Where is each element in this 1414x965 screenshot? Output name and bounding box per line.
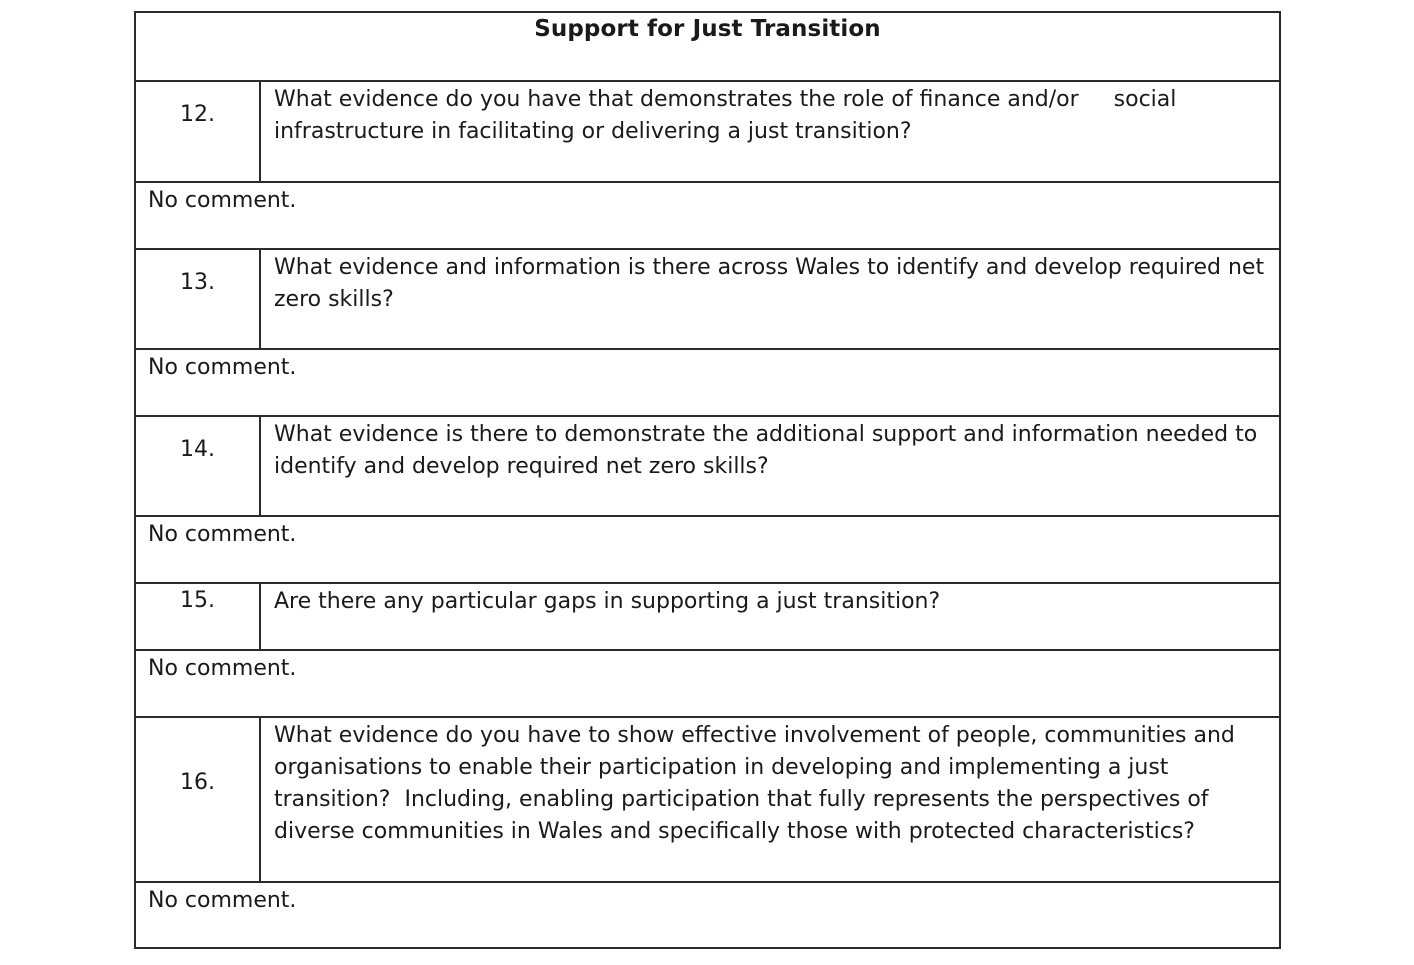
question-row-14 — [136, 417, 1279, 517]
question-text: What evidence and information is there across Wales to identify and develop required net zero skills? — [274, 255, 1272, 312]
question-number: 14. — [136, 417, 261, 515]
table-title-row — [136, 13, 1279, 82]
question-number: 13. — [136, 250, 261, 348]
answer-row-13 — [136, 350, 1279, 417]
question-text: What evidence do you have that demonstrates the role of finance and/or social infrastructure in facilitating or delivering a just transition? — [274, 87, 1184, 144]
question-text: What evidence is there to demonstrate the additional support and information needed to identify and develop required net zero skills? — [274, 422, 1265, 479]
table-title: Support for Just Transition — [534, 16, 881, 42]
question-row-16 — [136, 718, 1279, 883]
question-number: 16. — [136, 718, 261, 881]
question-text: Are there any particular gaps in supporting a just transition? — [274, 589, 941, 614]
question-text: What evidence do you have to show effective involvement of people, communities and organisations to enable their participation in developing and implementing a just transition? Including, enabling participation that fully represents the perspectives of diverse communities in Wales and specifically those with protected characteristics? — [274, 723, 1242, 844]
question-number: 12. — [136, 82, 261, 181]
question-row-12 — [136, 82, 1279, 183]
answer-text: No comment. — [148, 888, 297, 913]
question-row-15 — [136, 584, 1279, 651]
question-number: 15. — [136, 584, 261, 649]
answer-row-16 — [136, 883, 1279, 949]
answer-row-14 — [136, 517, 1279, 584]
answer-text: No comment. — [148, 188, 297, 213]
answer-row-12 — [136, 183, 1279, 250]
question-row-13 — [136, 250, 1279, 350]
consultation-table — [134, 11, 1281, 949]
answer-row-15 — [136, 651, 1279, 718]
answer-text: No comment. — [148, 355, 297, 380]
answer-text: No comment. — [148, 522, 297, 547]
answer-text: No comment. — [148, 656, 297, 681]
